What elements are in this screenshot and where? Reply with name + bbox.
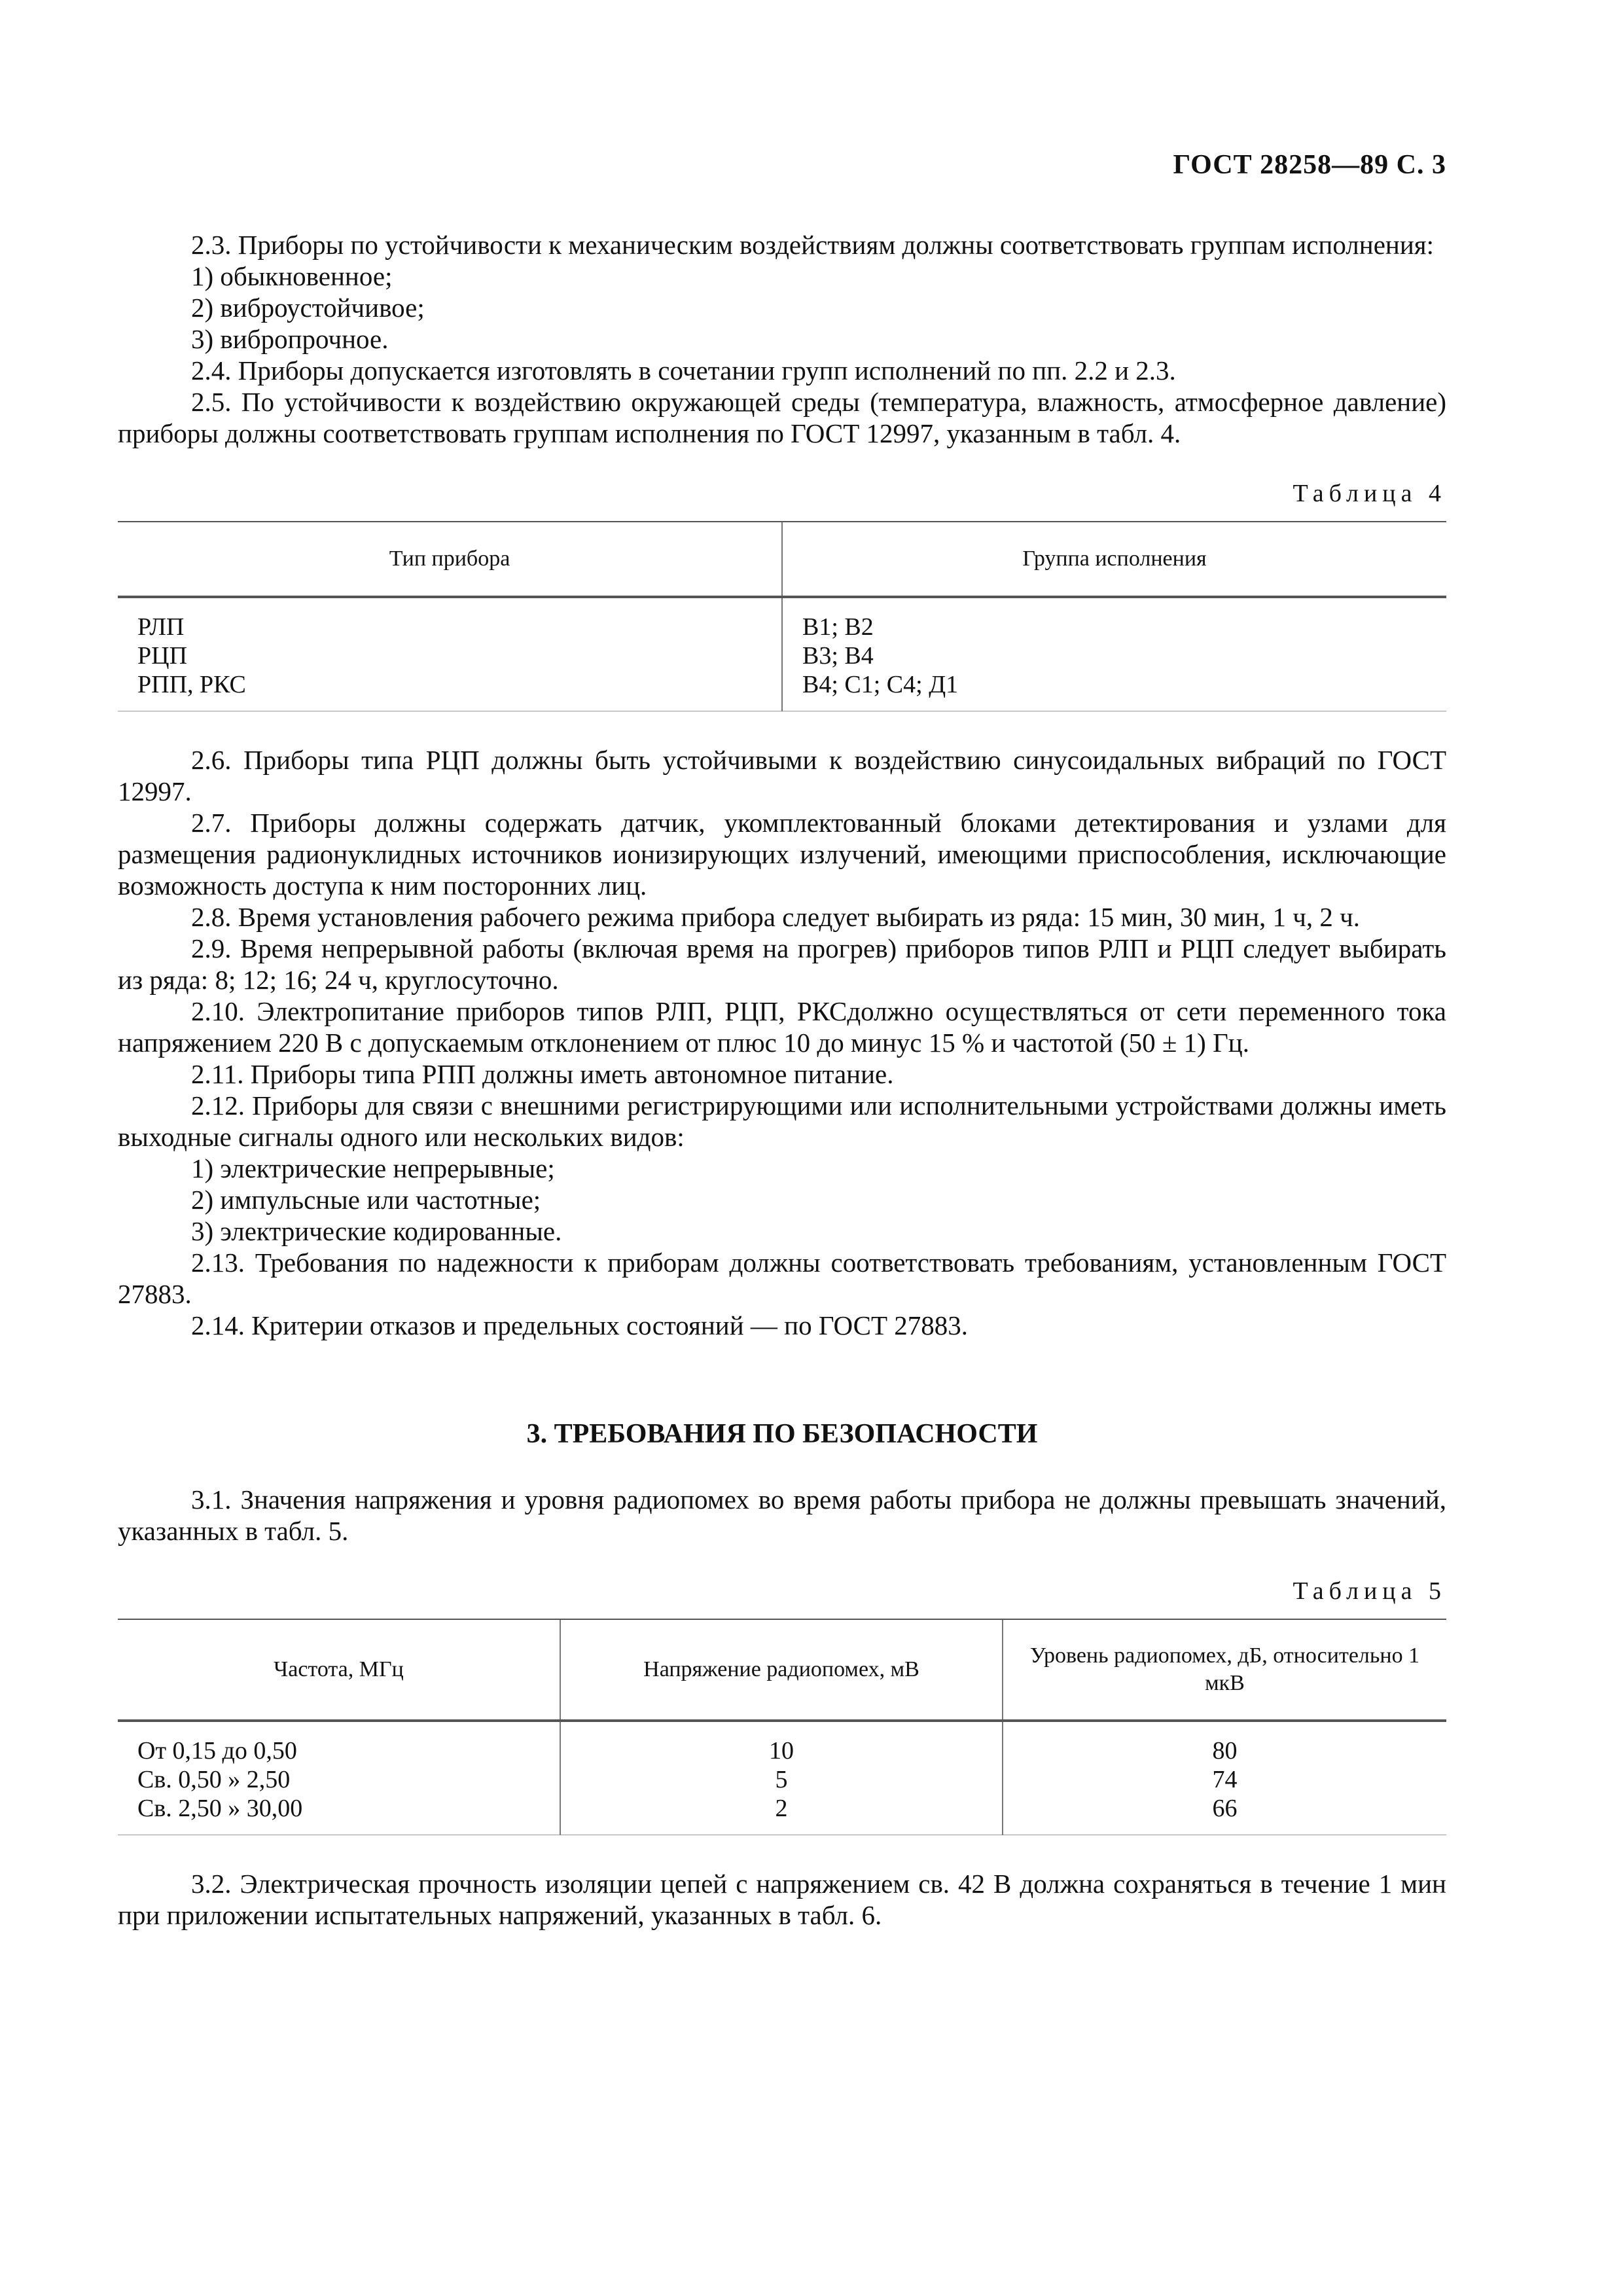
list-item: 2) виброустойчивое; <box>191 293 425 323</box>
frequency-range: Св. 2,50 » 30,00 <box>137 1795 303 1822</box>
table-header-cell: Группа исполнения <box>782 522 1446 597</box>
execution-group: В4; С1; С4; Д1 <box>802 671 959 698</box>
paragraph-2-12: 2.12. Приборы для связи с внешними регистрирующими или исполнительными устройствами должны иметь выходные сигналы одного или нескольких видов: <box>118 1090 1446 1152</box>
section-title: 3. ТРЕБОВАНИЯ ПО БЕЗОПАСНОСТИ <box>526 1419 1038 1449</box>
paragraph-2-13: 2.13. Требования по надежности к приборам должны соответствовать требованиям, установленным ГОСТ 27883. <box>118 1247 1446 1309</box>
table-cell <box>118 1721 560 1835</box>
execution-group: В1; В2 <box>802 613 874 641</box>
list-item: 2) импульсные или частотные; <box>191 1185 541 1215</box>
interference-level: 74 <box>1212 1766 1238 1793</box>
table-header-cell: Частота, МГц <box>118 1619 560 1721</box>
table-header-cell: Напряжение радиопомех, мВ <box>560 1619 1003 1721</box>
page-content <box>118 229 1446 1931</box>
interference-voltage: 5 <box>775 1766 788 1793</box>
paragraph-2-9: 2.9. Время непрерывной работы (включая время на прогрев) приборов типов РЛП и РЦП следует выбирать из ряда: 8; 12; 16; 24 ч, круглосуточно. <box>118 933 1446 995</box>
paragraph-2-4: 2.4. Приборы допускается изготовлять в сочетании групп исполнений по пп. 2.2 и 2.3. <box>191 355 1176 386</box>
paragraph-2-11: 2.11. Приборы типа РПП должны иметь автономное питание. <box>191 1059 894 1089</box>
table-cell <box>118 597 782 711</box>
list-item: 3) вибропрочное. <box>191 324 389 354</box>
device-type: РЛП <box>137 613 185 641</box>
table-4 <box>118 521 1446 711</box>
table-cell <box>1003 1721 1446 1835</box>
interference-level: 66 <box>1212 1795 1238 1822</box>
list-item: 1) электрические непрерывные; <box>191 1153 555 1183</box>
table-cell <box>782 597 1446 711</box>
paragraph-2-14: 2.14. Критерии отказов и предельных состояний — по ГОСТ 27883. <box>191 1310 969 1340</box>
table-4-caption: Таблица 4 <box>1293 480 1446 507</box>
device-type: РПП, РКС <box>137 671 246 698</box>
execution-group: В3; В4 <box>802 642 874 670</box>
paragraph-2-6: 2.6. Приборы типа РЦП должны быть устойчивыми к воздействию синусоидальных вибраций по ГОСТ 12997. <box>118 745 1446 806</box>
table-row <box>118 1721 1446 1835</box>
frequency-range: Св. 0,50 » 2,50 <box>137 1766 291 1793</box>
list-item: 1) обыкновенное; <box>191 261 393 291</box>
paragraph-2-7: 2.7. Приборы должны содержать датчик, укомплектованный блоками детектирования и узлами для размещения радионуклидных источников ионизирующих излучений, имеющими приспособления, исключающие возможность доступа к ним посторонних лиц. <box>118 808 1446 901</box>
table-cell <box>560 1721 1003 1835</box>
interference-voltage: 2 <box>775 1795 788 1822</box>
paragraph-3-1: 3.1. Значения напряжения и уровня радиопомех во время работы прибора не должны превышать значений, указанных в табл. 5. <box>118 1484 1446 1546</box>
paragraph-2-10: 2.10. Электропитание приборов типов РЛП, РЦП, РКСдолжно осуществляться от сети переменного тока напряжением 220 В с допускаемым отклонением от плюс 10 до минус 15 % и частотой (50 ± 1) Гц. <box>118 996 1446 1058</box>
paragraph-2-5: 2.5. По устойчивости к воздействию окружающей среды (температура, влажность, атмосферное давление) приборы должны соответствовать группам исполнения по ГОСТ 12997, указанным в табл. 4. <box>118 387 1446 448</box>
list-item: 3) электрические кодированные. <box>191 1216 562 1246</box>
page-header: ГОСТ 28258—89 С. 3 <box>1173 150 1446 180</box>
paragraph-3-2: 3.2. Электрическая прочность изоляции цепей с напряжением св. 42 В должна сохраняться в течение 1 мин при приложении испытательных напряжений, указанных в табл. 6. <box>118 1869 1446 1930</box>
table-5-caption: Таблица 5 <box>1293 1577 1446 1605</box>
table-header-cell: Уровень радиопомех, дБ, относительно 1 мкВ <box>1003 1619 1446 1721</box>
table-row <box>118 597 1446 711</box>
device-type: РЦП <box>137 642 188 670</box>
table-header-cell: Тип прибора <box>118 522 782 597</box>
table-5 <box>118 1619 1446 1835</box>
interference-voltage: 10 <box>768 1737 794 1765</box>
interference-level: 80 <box>1212 1737 1238 1765</box>
paragraph-2-8: 2.8. Время установления рабочего режима прибора следует выбирать из ряда: 15 мин, 30 мин, 1 ч, 2 ч. <box>191 902 1361 932</box>
paragraph-2-3: 2.3. Приборы по устойчивости к механическим воздействиям должны соответствовать группам исполнения: <box>191 230 1435 260</box>
frequency-range: От 0,15 до 0,50 <box>137 1737 297 1765</box>
